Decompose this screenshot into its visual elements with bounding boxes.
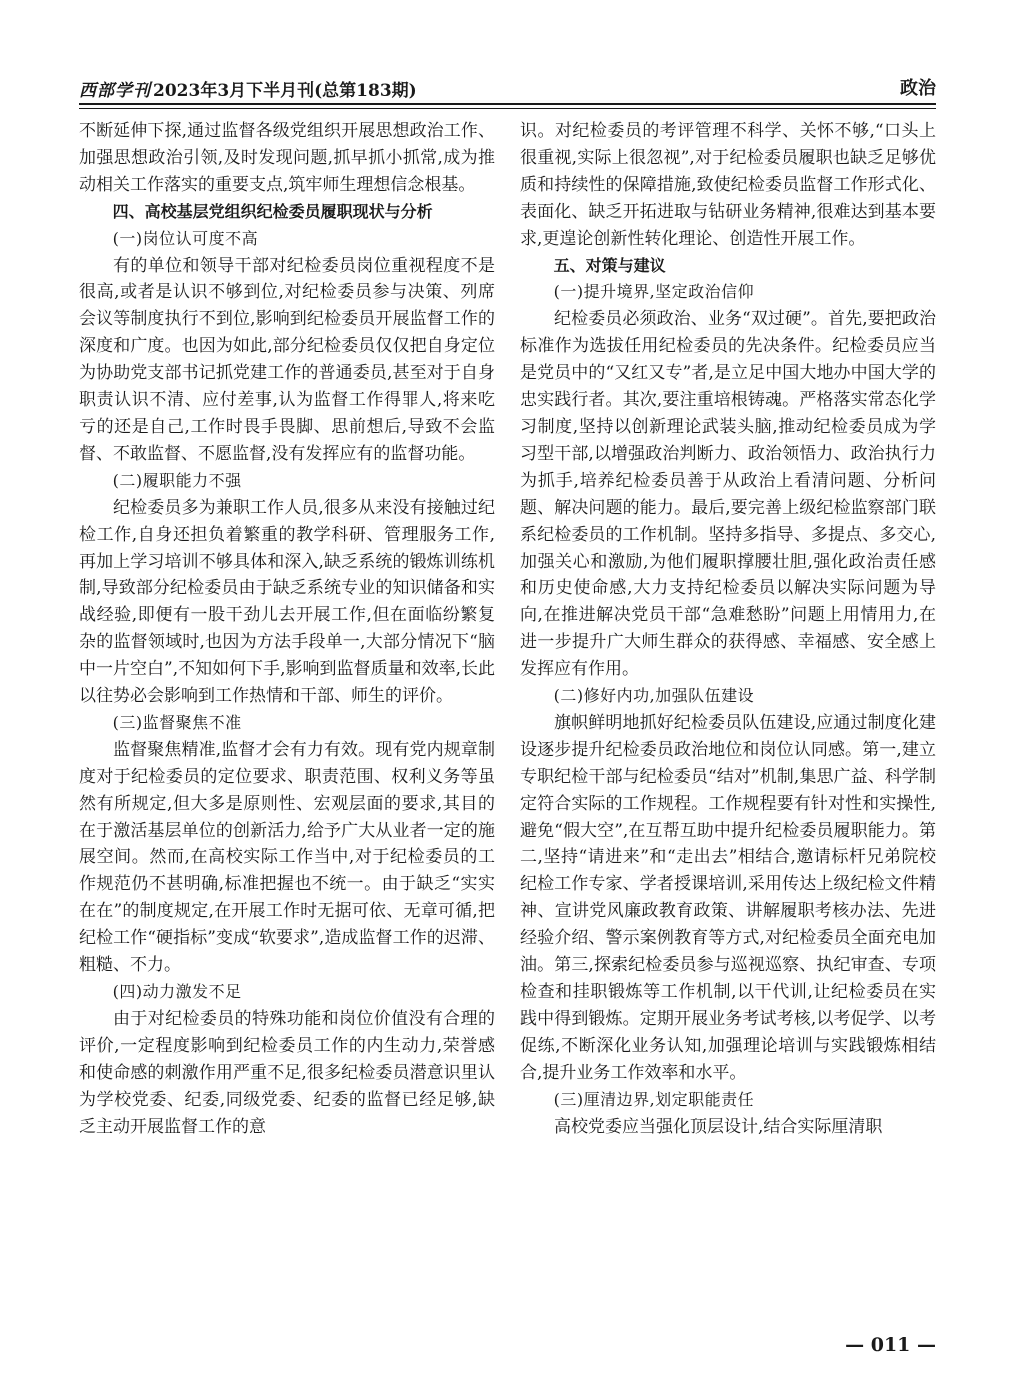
subsection-heading: (二)修好内功,加强队伍建设 [553, 686, 755, 706]
paragraph: 由于对纪检委员的特殊功能和岗位价值没有合理的评价,一定程度影响到纪检委员工作的内生动力,荣誉感和使命感的刺激作用严重不足,很多纪检委员潜意识里认为学校党委、纪委,同级党委、纪委的监督已经足够,缺乏主动开展监督工作的意 [79, 1008, 495, 1137]
journal-logo: 西部学刊 [79, 81, 151, 101]
subsection-heading: (一)岗位认可度不高 [112, 228, 259, 248]
paragraph: 有的单位和领导干部对纪检委员岗位重视程度不是很高,或者是认识不够到位,对纪检委员参与决策、列席会议等制度执行不到位,影响到纪检委员开展监督工作的深度和广度。也因为如此,部分纪检委员仅仅把自身定位为协助党支部书记抓党建工作的普通委员,甚至对于自身职责认识不清、应付差事,认为监督工作得罪人,将来吃亏的还是自己,工作时畏手畏脚、思前想后,导致不会监督、不敢监督、不愿监督,没有发挥应有的监督功能。 [79, 255, 495, 464]
subsection-heading: (二)履职能力不强 [112, 470, 242, 490]
subsection-heading: (四)动力激发不足 [112, 982, 242, 1001]
issue-info: 2023年3月下半月刊(总第183期) [153, 81, 417, 101]
paragraph: 旗帜鲜明地抓好纪检委员队伍建设,应通过制度化建设逐步提升纪检委员政治地位和岗位认同感。第一,建立专职纪检干部与纪检委员“结对”机制,集思广益、科学制定符合实际的工作规程。工作规程要有针对性和实操性,避免“假大空”,在互帮互助中提升纪检委员履职能力。第二,坚持“请进来”和“走出去”相结合,邀请标杆兄弟院校纪检工作专家、学者授课培训,采用传达上级纪检文件精神、宣讲党风廉政教育政策、讲解履职考核办法、先进经验介绍、警示案例教育等方式,对纪检委员全面充电加油。第三,探索纪检委员参与巡视巡察、执纪审查、专项检查和挂职锻炼等工作机制,以干代训,让纪检委员在实践中得到锻炼。定期开展业务考试考核,以考促学、以考促练,不断深化业务认知,加强理论培训与实践锻炼相结合,提升业务工作效率和水平。 [520, 712, 936, 1083]
subsection-heading: (三)监督聚焦不准 [112, 712, 242, 732]
header-rule-thin [79, 108, 936, 109]
paragraph: 不断延伸下探,通过监督各级党组织开展思想政治工作、加强思想政治引领,及时发现问题,抓早抓小抓常,成为推动相关工作落实的重要支点,筑牢师生理想信念根基。 [79, 121, 495, 195]
running-header [79, 68, 936, 108]
page-number: — 011 — [845, 1334, 936, 1356]
left-column [79, 118, 495, 1140]
section-heading: 四、高校基层党组织纪检委员履职现状与分析 [112, 201, 433, 221]
section-name: 政治 [900, 78, 936, 99]
subsection-heading: (一)提升境界,坚定政治信仰 [553, 282, 755, 302]
paragraph: 识。对纪检委员的考评管理不科学、关怀不够,“口头上很重视,实际上很忽视”,对于纪检委员履职也缺乏足够优质和持续性的保障措施,致使纪检委员监督工作形式化、表面化、缺乏开拓进取与钻研业务精神,很难达到基本要求,更遑论创新性转化理论、创造性开展工作。 [520, 121, 936, 249]
paragraph: 高校党委应当强化顶层设计,结合实际厘清职 [554, 1116, 883, 1137]
right-column [520, 118, 936, 1140]
header-journal-info [79, 76, 417, 101]
header-rule-thick [79, 103, 936, 105]
paragraph: 纪检委员多为兼职工作人员,很多从来没有接触过纪检工作,自身还担负着繁重的教学科研、管理服务工作,再加上学习培训不够具体和深入,缺乏系统的锻炼训练机制,导致部分纪检委员由于缺乏系统专业的知识储备和实战经验,即便有一股干劲儿去开展工作,但在面临纷繁复杂的监督领域时,也因为方法手段单一,大部分情况下“脑中一片空白”,不知如何下手,影响到监督质量和效率,长此以往势必会影响到工作热情和干部、师生的评价。 [79, 497, 495, 707]
section-heading: 五、对策与建议 [553, 255, 666, 275]
paragraph: 监督聚焦精准,监督才会有力有效。现有党内规章制度对于纪检委员的定位要求、职责范围、权利义务等虽然有所规定,但大多是原则性、宏观层面的要求,其目的在于激活基层单位的创新活力,给予广大从业者一定的施展空间。然而,在高校实际工作当中,对于纪检委员的工作规范仍不甚明确,标准把握也不统一。由于缺乏“实实在在”的制度规定,在开展工作时无据可依、无章可循,把纪检工作“硬指标”变成“软要求”,造成监督工作的迟滞、粗糙、不力。 [79, 739, 495, 976]
subsection-heading: (三)厘清边界,划定职能责任 [553, 1089, 755, 1109]
paragraph: 纪检委员必须政治、业务“双过硬”。首先,要把政治标准作为选拔任用纪检委员的先决条件。纪检委员应当是党员中的“又红又专”者,是立足中国大地办中国大学的忠实践行者。其次,要注重培根铸魂。严格落实常态化学习制度,坚持以创新理论武装头脑,推动纪检委员成为学习型干部,以增强政治判断力、政治领悟力、政治执行力为抓手,培养纪检委员善于从政治上看清问题、分析问题、解决问题的能力。最后,要完善上级纪检监察部门联系纪检委员的工作机制。坚持多指导、多提点、多交心,加强关心和激励,为他们履职撑腰壮胆,强化政治责任感和历史使命感,大力支持纪检委员以解决实际问题为导向,在推进解决党员干部“急难愁盼”问题上用情用力,在进一步提升广大师生群众的获得感、幸福感、安全感上发挥应有作用。 [520, 309, 936, 680]
